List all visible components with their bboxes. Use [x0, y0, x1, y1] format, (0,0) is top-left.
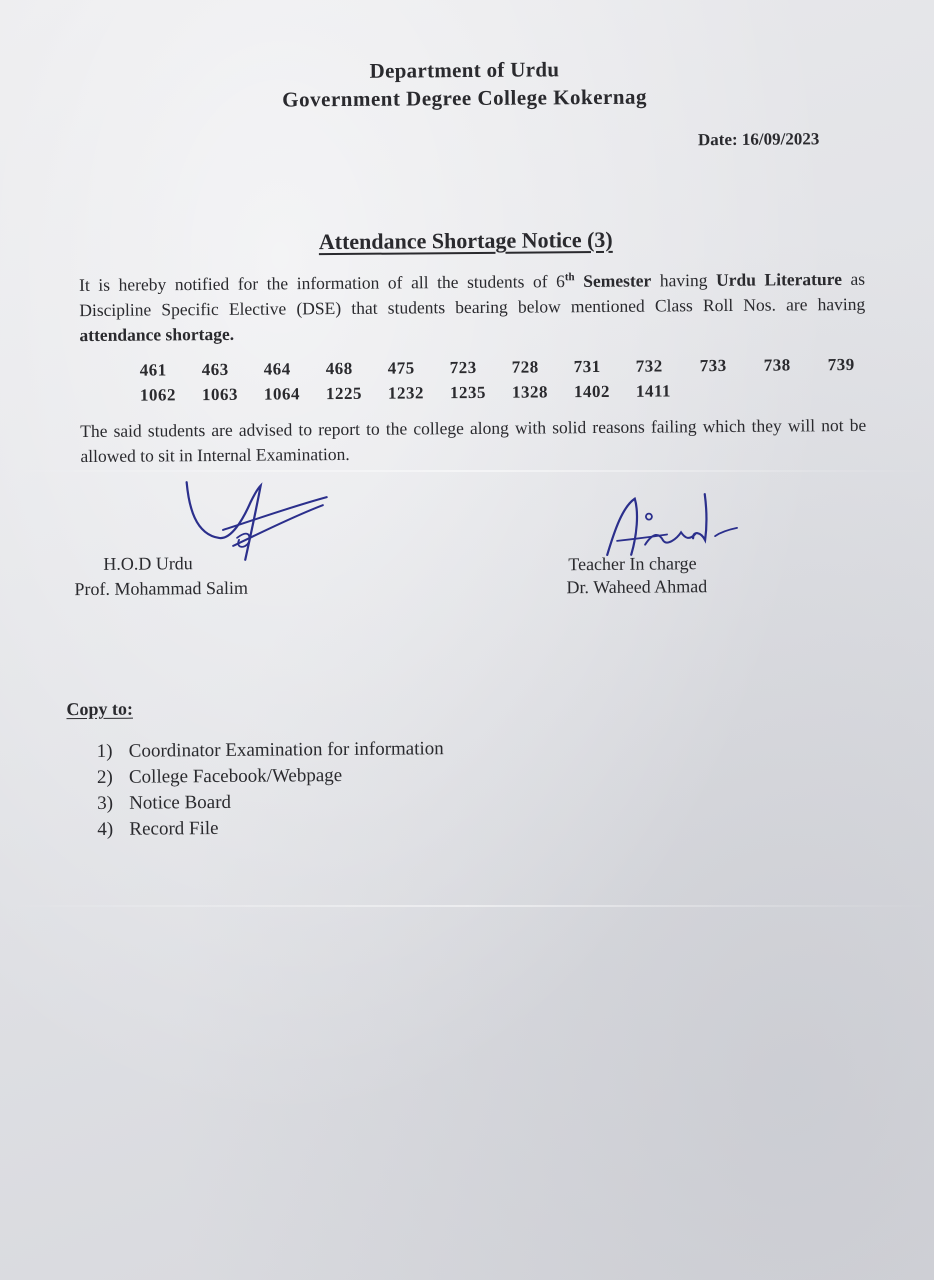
- roll-number: 732: [635, 356, 663, 376]
- hod-signature-icon: [179, 475, 332, 566]
- copy-to-list: [97, 736, 445, 843]
- notice-title: Attendance Shortage Notice (3): [318, 226, 613, 255]
- list-item-text: Record File: [129, 817, 219, 840]
- para1-text-2: [575, 271, 584, 291]
- roll-number: 475: [387, 358, 415, 378]
- roll-number: 1232: [387, 383, 425, 403]
- para1-superscript: th: [564, 271, 575, 284]
- roll-number: 723: [449, 357, 477, 378]
- hod-name: Prof. Mohammad Salim: [74, 577, 249, 600]
- list-item-number: 3): [97, 792, 114, 814]
- roll-number: 464: [263, 359, 291, 379]
- para1-bold-subject: Urdu Literature: [715, 268, 842, 290]
- roll-number: 468: [325, 358, 353, 379]
- roll-number: 1328: [511, 382, 549, 402]
- department-heading: Department of Urdu: [369, 57, 560, 83]
- para1-text-4: as Discipline Specific Elective (DSE) that students bearing below mentioned Class Roll Nos. are having: [79, 268, 866, 320]
- roll-number: 728: [511, 357, 539, 377]
- para1-bold-shortage: attendance shortage.: [79, 323, 235, 345]
- list-item: [97, 736, 444, 765]
- notice-paragraph-1: [79, 263, 866, 348]
- roll-number: 1235: [449, 382, 487, 403]
- list-item-number: 1): [96, 740, 113, 762]
- list-item: [97, 814, 444, 843]
- para1-bold-semester: Semester: [583, 270, 652, 291]
- roll-number: 739: [827, 354, 855, 375]
- roll-number: 1064: [263, 384, 301, 404]
- roll-number: 733: [699, 355, 727, 376]
- roll-numbers: [139, 354, 870, 405]
- roll-number: 738: [763, 355, 791, 375]
- list-item-text: Coordinator Examination for information: [128, 738, 444, 762]
- roll-number: 461: [139, 360, 167, 380]
- teacher-name: Dr. Waheed Ahmad: [566, 576, 708, 598]
- college-heading: Government Degree College Kokernag: [282, 84, 648, 112]
- roll-number: 1225: [325, 383, 363, 404]
- roll-number: 1062: [139, 385, 177, 405]
- list-item: [97, 762, 444, 791]
- para1-text-3: having: [651, 269, 717, 291]
- roll-number: 731: [573, 356, 601, 377]
- list-item: [97, 788, 444, 817]
- list-item-text: Notice Board: [129, 791, 232, 814]
- para1-text-1: It is hereby notified for the information of all the students of 6: [79, 271, 565, 295]
- roll-number: 463: [201, 359, 229, 380]
- roll-number: 1402: [573, 381, 611, 402]
- notice-paragraph-2: The said students are advised to report to the college along with solid reasons failing which they will not be allowed to sit in Internal Examination.: [80, 414, 867, 467]
- roll-number: 1411: [635, 381, 672, 401]
- teacher-role: Teacher In charge: [568, 553, 697, 575]
- list-item-number: 2): [96, 766, 113, 788]
- notice-date: Date: 16/09/2023: [697, 129, 820, 150]
- hod-role: H.O.D Urdu: [103, 553, 193, 574]
- roll-number: 1063: [201, 384, 239, 405]
- copy-to-heading: Copy to:: [66, 698, 133, 720]
- list-item-number: 4): [97, 818, 114, 840]
- list-item-text: College Facebook/Webpage: [128, 765, 343, 788]
